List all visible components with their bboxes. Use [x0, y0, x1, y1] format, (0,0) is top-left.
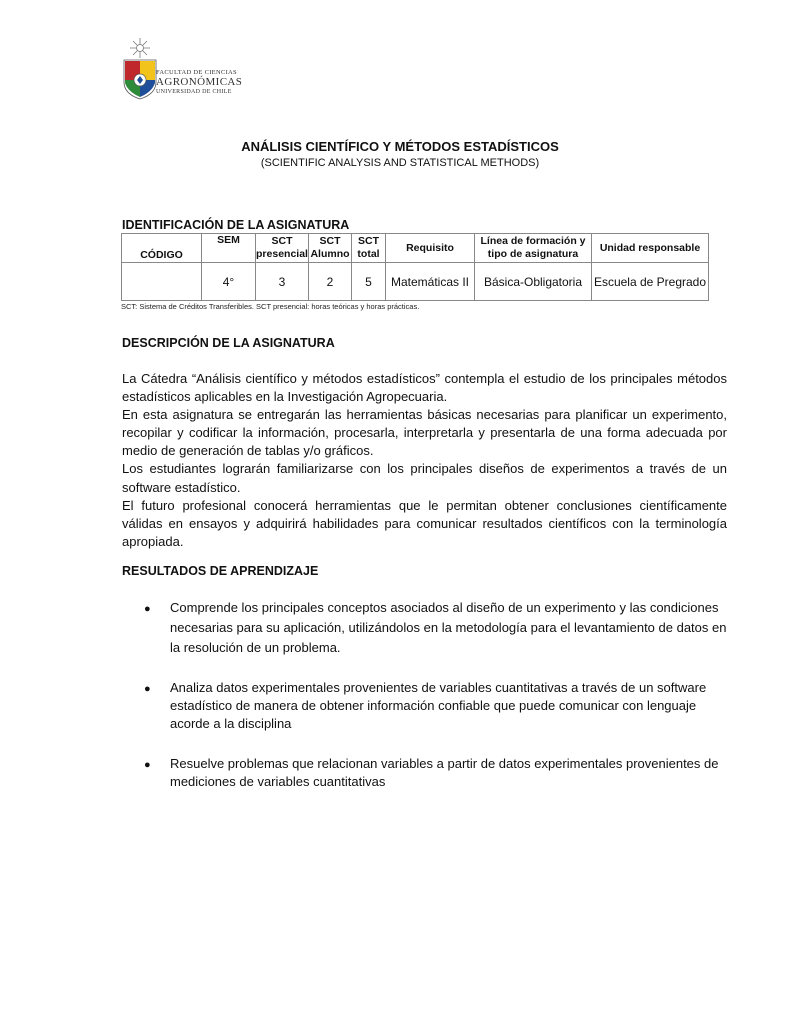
result-text: Comprende los principales conceptos asociados al diseño de un experimento y las condiciones necesarias para su aplicación, utilizándolos en la metodología para el levantamiento de datos en la resolución de un problema. [170, 600, 727, 655]
header-codigo [122, 234, 202, 263]
faculty-logo [121, 36, 241, 102]
header-sct-alumno [309, 234, 352, 263]
header-sct-alumno-line2: Alumno [310, 248, 350, 260]
cell-sct-total: 5 [352, 263, 386, 301]
logo-university-line: UNIVERSIDAD DE CHILE [156, 89, 232, 95]
cell-codigo [122, 263, 202, 301]
header-linea-line1: Línea de formación y [480, 235, 586, 247]
cell-requisito: Matemáticas II [386, 263, 475, 301]
cell-sem: 4° [202, 263, 256, 301]
result-text: Resuelve problemas que relacionan variables a partir de datos experimentales provenientes de mediciones de variables cuantitativas [170, 756, 719, 789]
header-sct-presencial-line1: SCT [271, 235, 293, 247]
logo-faculty-line: FACULTAD DE CIENCIAS [156, 69, 237, 76]
bullet-icon: ● [144, 603, 151, 615]
header-sct-total-line2: total [357, 248, 380, 260]
header-sct-total [352, 234, 386, 263]
header-unidad-label: Unidad responsable [599, 241, 701, 254]
description-paragraph: En esta asignatura se entregarán las herramientas básicas necesarias para planificar un experimento, recopilar y codificar la información, procesarla, interpretarla y presentarla de una forma adecuada por medio de generación de tablas y/o gráficos. [122, 407, 727, 459]
description-heading: DESCRIPCIÓN DE LA ASIGNATURA [122, 336, 335, 350]
cell-sct-presencial: 3 [256, 263, 309, 301]
header-sct-total-line1: SCT [358, 235, 379, 247]
description-paragraph: Los estudiantes lograrán familiarizarse con los principales diseños de experimentos a través de un software estadístico. [122, 461, 727, 495]
identification-table [121, 233, 709, 301]
header-sct-presencial [256, 234, 309, 263]
table-row [122, 263, 709, 301]
header-requisito-label: Requisito [406, 241, 454, 254]
results-heading: RESULTADOS DE APRENDIZAJE [122, 564, 319, 578]
cell-linea: Básica-Obligatoria [475, 263, 592, 301]
result-text: Analiza datos experimentales provenientes de variables cuantitativas a través de un software estadístico de manera de obtener información confiable que puede comunicar con lenguaje acorde a la disciplina [170, 680, 707, 731]
bullet-icon: ● [144, 759, 151, 771]
header-unidad [592, 234, 709, 263]
logo-faculty-name: AGRONÓMICAS [156, 76, 243, 88]
results-list [140, 598, 730, 791]
header-sct-presencial-line2: presencial [256, 248, 308, 260]
header-sct-alumno-line1: SCT [319, 235, 341, 247]
description-paragraph: El futuro profesional conocerá herramientas que le permitan obtener conclusiones científicamente válidas en ensayos y adquirirá habilidades para comunicar resultados científicos con la terminología apropiada. [122, 497, 727, 549]
sct-footnote: SCT: Sistema de Créditos Transferibles. SCT presencial: horas teóricas y horas prácticas. [121, 302, 420, 311]
header-sem-label: SEM [217, 234, 240, 246]
identification-heading: IDENTIFICACIÓN DE LA ASIGNATURA [122, 218, 350, 232]
header-codigo-label: CÓDIGO [140, 249, 183, 261]
course-subtitle: (SCIENTIFIC ANALYSIS AND STATISTICAL METHODS) [260, 157, 540, 169]
header-linea-line2: tipo de asignatura [487, 248, 579, 260]
university-crest-icon [121, 36, 159, 100]
table-header-row [122, 234, 709, 263]
course-title: ANÁLISIS CIENTÍFICO Y MÉTODOS ESTADÍSTICOS [241, 139, 559, 154]
header-requisito [386, 234, 475, 263]
list-item [140, 598, 730, 658]
header-linea [475, 234, 592, 263]
description-paragraph: La Cátedra “Análisis científico y métodos estadísticos” contempla el estudio de los principales métodos estadísticos aplicables en la Investigación Agropecuaria. [122, 371, 727, 405]
list-item [140, 679, 730, 733]
bullet-icon: ● [144, 683, 151, 695]
description-body [122, 370, 727, 551]
list-item [140, 755, 730, 791]
cell-unidad: Escuela de Pregrado [592, 263, 709, 301]
header-sem [202, 234, 256, 263]
cell-sct-alumno: 2 [309, 263, 352, 301]
